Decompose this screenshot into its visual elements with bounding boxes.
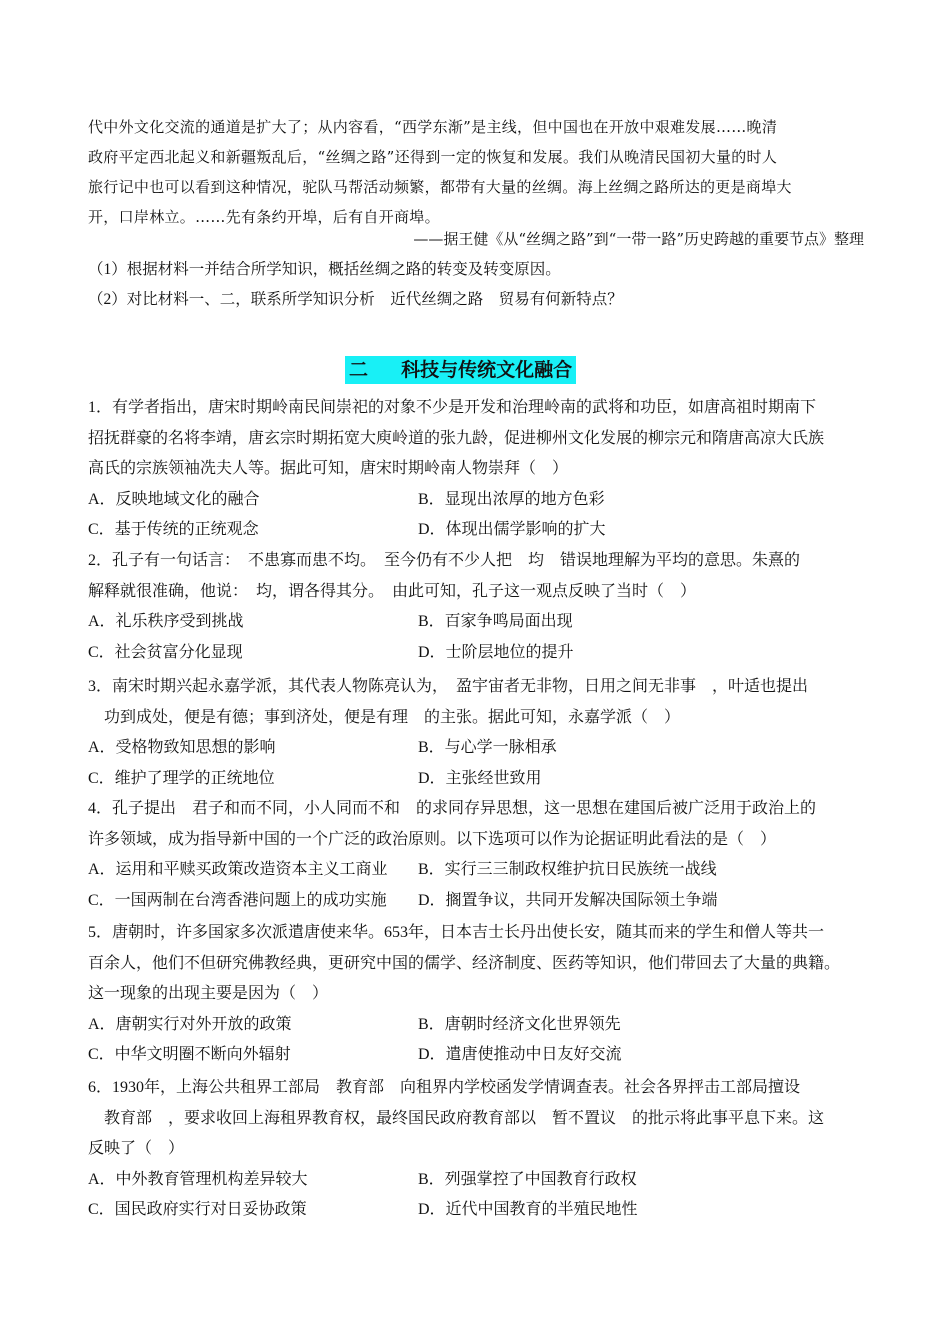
option-a[interactable]: A．中外教育管理机构差异较大 bbox=[88, 1170, 308, 1188]
question-4 bbox=[88, 794, 868, 916]
option-c[interactable]: C．社会贫富分化显现 bbox=[88, 643, 243, 661]
option-b[interactable]: B．实行三三制政权维护抗日民族统一战线 bbox=[418, 861, 717, 878]
section-heading bbox=[345, 356, 576, 384]
question-1 bbox=[88, 393, 868, 546]
question-stem-line: 1．有学者指出，唐宋时期岭南民间崇祀的对象不少是开发和治理岭南的武将和功臣，如唐高祖时期南下 bbox=[88, 399, 817, 416]
options bbox=[88, 1010, 868, 1071]
option-a[interactable]: A．礼乐秩序受到挑战 bbox=[88, 613, 244, 630]
option-d[interactable]: D．遣唐使推动中日友好交流 bbox=[418, 1046, 622, 1063]
option-d[interactable]: D．主张经世致用 bbox=[418, 769, 542, 787]
question-stem-line: 2．孔子有一句话言： 不患寡而患不均。 至今仍有不少人把 均 错误地理解为平均的意思。朱熹的 bbox=[88, 552, 801, 569]
option-d[interactable]: D．体现出儒学影响的扩大 bbox=[418, 521, 606, 538]
sub-questions bbox=[88, 255, 878, 315]
material-line: 政府平定西北起义和新疆叛乱后，“丝绸之路”还得到一定的恢复和发展。我们从晚清民国初大量的时人 bbox=[88, 148, 778, 166]
question-stem-line: 5．唐朝时，许多国家多次派遣唐使来华。653年，日本吉士长丹出使长安，随其而来的学生和僧人等共一 bbox=[88, 924, 825, 941]
sub-question-2: （2）对比材料一、二，联系所学知识分析 近代丝绸之路 贸易有何新特点？ bbox=[88, 291, 623, 308]
options bbox=[88, 855, 868, 916]
material-line: 开，口岸林立。……先有条约开埠，后有自开商埠。 bbox=[88, 208, 440, 226]
material-line: 旅行记中也可以看到这种情况，驼队马帮活动频繁，都带有大量的丝绸。海上丝绸之路所达的更是商埠大 bbox=[88, 178, 792, 196]
options bbox=[88, 733, 868, 794]
question-stem-line: 百余人，他们不但研究佛教经典，更研究中国的儒学、经济制度、医药等知识，他们带回去了大量的典籍。 bbox=[88, 954, 841, 972]
option-a[interactable]: A．运用和平赎买政策改造资本主义工商业 bbox=[88, 861, 388, 878]
question-stem-line: 高氏的宗族领袖冼夫人等。据此可知，唐宋时期岭南人物崇拜（ ） bbox=[88, 460, 569, 477]
options bbox=[88, 1165, 868, 1226]
option-c[interactable]: C．国民政府实行对日妥协政策 bbox=[88, 1201, 307, 1218]
option-c[interactable]: C．维护了理学的正统地位 bbox=[88, 769, 275, 787]
question-stem-line: 许多领域，成为指导新中国的一个广泛的政治原则。以下选项可以作为论据证明此看法的是（ ） bbox=[88, 830, 777, 848]
option-c[interactable]: C．基于传统的正统观念 bbox=[88, 521, 259, 538]
option-b[interactable]: B．百家争鸣局面出现 bbox=[418, 613, 573, 630]
options bbox=[88, 607, 868, 668]
question-5 bbox=[88, 918, 868, 1071]
option-b[interactable]: B．与心学一脉相承 bbox=[418, 739, 557, 756]
question-stem-line: 解释就很准确，他说： 均，谓各得其分。 由此可知，孔子这一观点反映了当时（ ） bbox=[88, 582, 697, 600]
question-6 bbox=[88, 1073, 868, 1226]
question-stem-line: 功到成处，便是有德；事到济处，便是有理 的主张。据此可知，永嘉学派（ ） bbox=[88, 708, 681, 726]
question-stem-line: 3．南宋时期兴起永嘉学派，其代表人物陈亮认为， 盈宇宙者无非物，日用之间无非事 ，叶适也提出 bbox=[88, 678, 809, 695]
option-d[interactable]: D．近代中国教育的半殖民地性 bbox=[418, 1201, 638, 1218]
sub-question-1: （1）根据材料一并结合所学知识，概括丝绸之路的转变及转变原因。 bbox=[88, 261, 561, 278]
section-title-text: 科技与传统文化融合 bbox=[401, 359, 573, 381]
section-number: 二 bbox=[349, 359, 369, 381]
option-c[interactable]: C．一国两制在台湾香港问题上的成功实施 bbox=[88, 891, 387, 909]
question-stem-line: 教育部 ，要求收回上海租界教育权，最终国民政府教育部以 暂不置议 的批示将此事平息下来。这 bbox=[88, 1109, 825, 1127]
options bbox=[88, 485, 868, 546]
question-stem-line: 这一现象的出现主要是因为（ ） bbox=[88, 985, 329, 1002]
option-b[interactable]: B．唐朝时经济文化世界领先 bbox=[418, 1015, 621, 1033]
question-3 bbox=[88, 672, 868, 794]
option-d[interactable]: D．士阶层地位的提升 bbox=[418, 643, 574, 661]
material-source: ——据王健《从“丝绸之路”到“一带一路”历史跨越的重要节点》整理 bbox=[413, 230, 864, 248]
question-stem-line: 4．孔子提出 君子和而不同，小人同而不和 的求同存异思想，这一思想在建国后被广泛用于政治上的 bbox=[88, 800, 817, 817]
option-c[interactable]: C．中华文明圈不断向外辐射 bbox=[88, 1046, 291, 1063]
material-line: 代中外文化交流的通道是扩大了；从内容看，“西学东渐”是主线，但中国也在开放中艰难发展……晚清 bbox=[88, 118, 778, 136]
question-stem-line: 反映了（ ） bbox=[88, 1140, 185, 1157]
question-stem-line: 6．1930年，上海公共租界工部局 教育部 向租界内学校函发学情调查表。社会各界抨击工部局擅设 bbox=[88, 1079, 801, 1096]
option-a[interactable]: A．唐朝实行对外开放的政策 bbox=[88, 1015, 292, 1033]
option-b[interactable]: B．显现出浓厚的地方色彩 bbox=[418, 490, 605, 508]
material-passage bbox=[88, 112, 868, 232]
option-d[interactable]: D．搁置争议，共同开发解决国际领土争端 bbox=[418, 891, 718, 909]
option-a[interactable]: A．受格物致知思想的影响 bbox=[88, 739, 276, 756]
option-b[interactable]: B．列强掌控了中国教育行政权 bbox=[418, 1170, 637, 1188]
question-stem-line: 招抚群豪的名将李靖，唐玄宗时期拓宽大庾岭道的张九龄，促进柳州文化发展的柳宗元和隋唐高凉大氏族 bbox=[88, 429, 825, 447]
question-2 bbox=[88, 546, 868, 668]
option-a[interactable]: A．反映地域文化的融合 bbox=[88, 490, 260, 508]
